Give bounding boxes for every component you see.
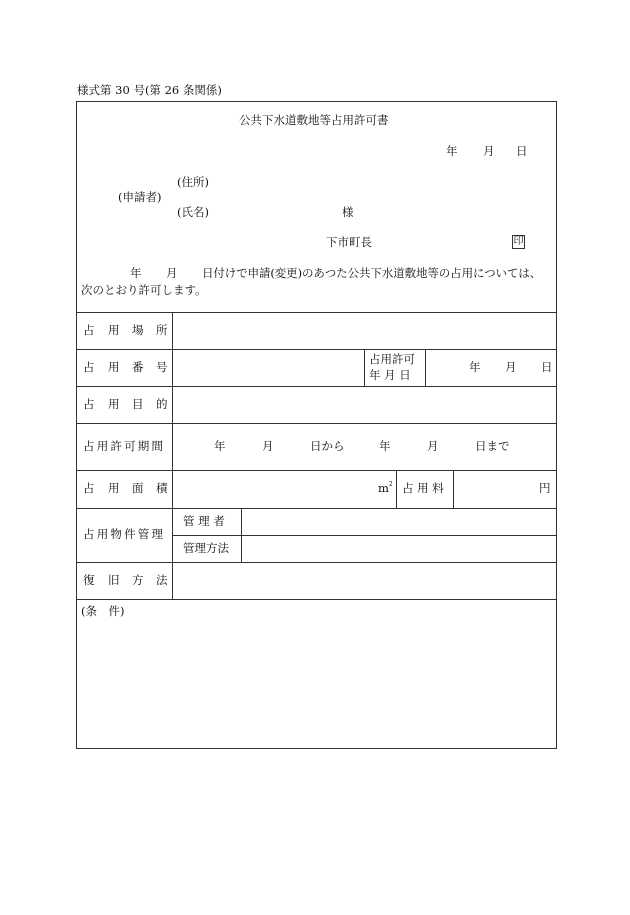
seal-mark: 印 [513,236,524,247]
row-divider [76,386,557,387]
row-divider [76,470,557,471]
body-line1-rest: 日付けで申請(変更)のあつた公共下水道敷地等の占用については、 [202,266,542,280]
column-divider [241,508,242,562]
permit-date-label-line2: 年 月 日 [369,368,411,382]
issue-date-day: 日 [516,144,528,158]
area-unit-superscript: 2 [388,481,393,488]
issuer-name: 下市町長 [326,235,372,249]
row-divider [76,349,557,350]
manager-label: 管 理 者 [183,514,225,528]
permit-date-label-line1: 占用許可 [369,352,415,366]
applicant-role: (申請者) [118,190,162,204]
name-label: (氏名) [177,205,209,219]
row-divider [76,599,557,600]
honorific: 様 [342,205,354,219]
column-divider [364,349,365,386]
document-title: 公共下水道敷地等占用許可書 [239,113,389,127]
body-month: 月 [166,266,178,280]
issue-date-month: 月 [483,144,495,158]
issue-date-year: 年 [446,144,458,158]
row-divider [76,312,557,313]
address-label: (住所) [177,175,209,189]
management-method-label: 管理方法 [183,541,229,555]
row-divider [76,508,557,509]
conditions-label: (条 件) [81,604,125,618]
area-unit: $m^2$ [378,481,393,495]
column-divider [172,312,173,599]
management-label: 占用物件管理 [83,527,166,541]
body-line2: 次のとおり許可します。 [81,283,207,297]
row-divider [76,423,557,424]
fee-label: 占 用 料 [402,481,444,495]
column-divider [396,470,397,508]
period-label: 占用許可期間 [83,439,166,453]
column-divider [425,349,426,386]
column-divider [453,470,454,508]
row-divider [172,535,557,536]
form-number: 様式第 30 号(第 26 条関係) [77,83,222,97]
row-divider [76,562,557,563]
permit-page: 様式第 30 号(第 26 条関係) 公共下水道敷地等占用許可書 年 月 日 (住所) (申請者) (氏名) 様 下市町長 印 年 月 日付けで申請(変更)のあつた公共下水道敷地等の占用については、 次のとおり許可します。 占 用 場 所 占 用 番 号 占用許可 年 月 日 年 月 日 占 用 目 的 占用許可期間 年 月 日から 年 月 日まで 占 用 面 積 $m^2$ 占 用 料 円 占用物件管理 管 理 者 管理方法 復 旧 方 法 (条 件) [0,0,630,915]
fee-unit: 円 [539,481,551,495]
body-year: 年 [130,266,142,280]
